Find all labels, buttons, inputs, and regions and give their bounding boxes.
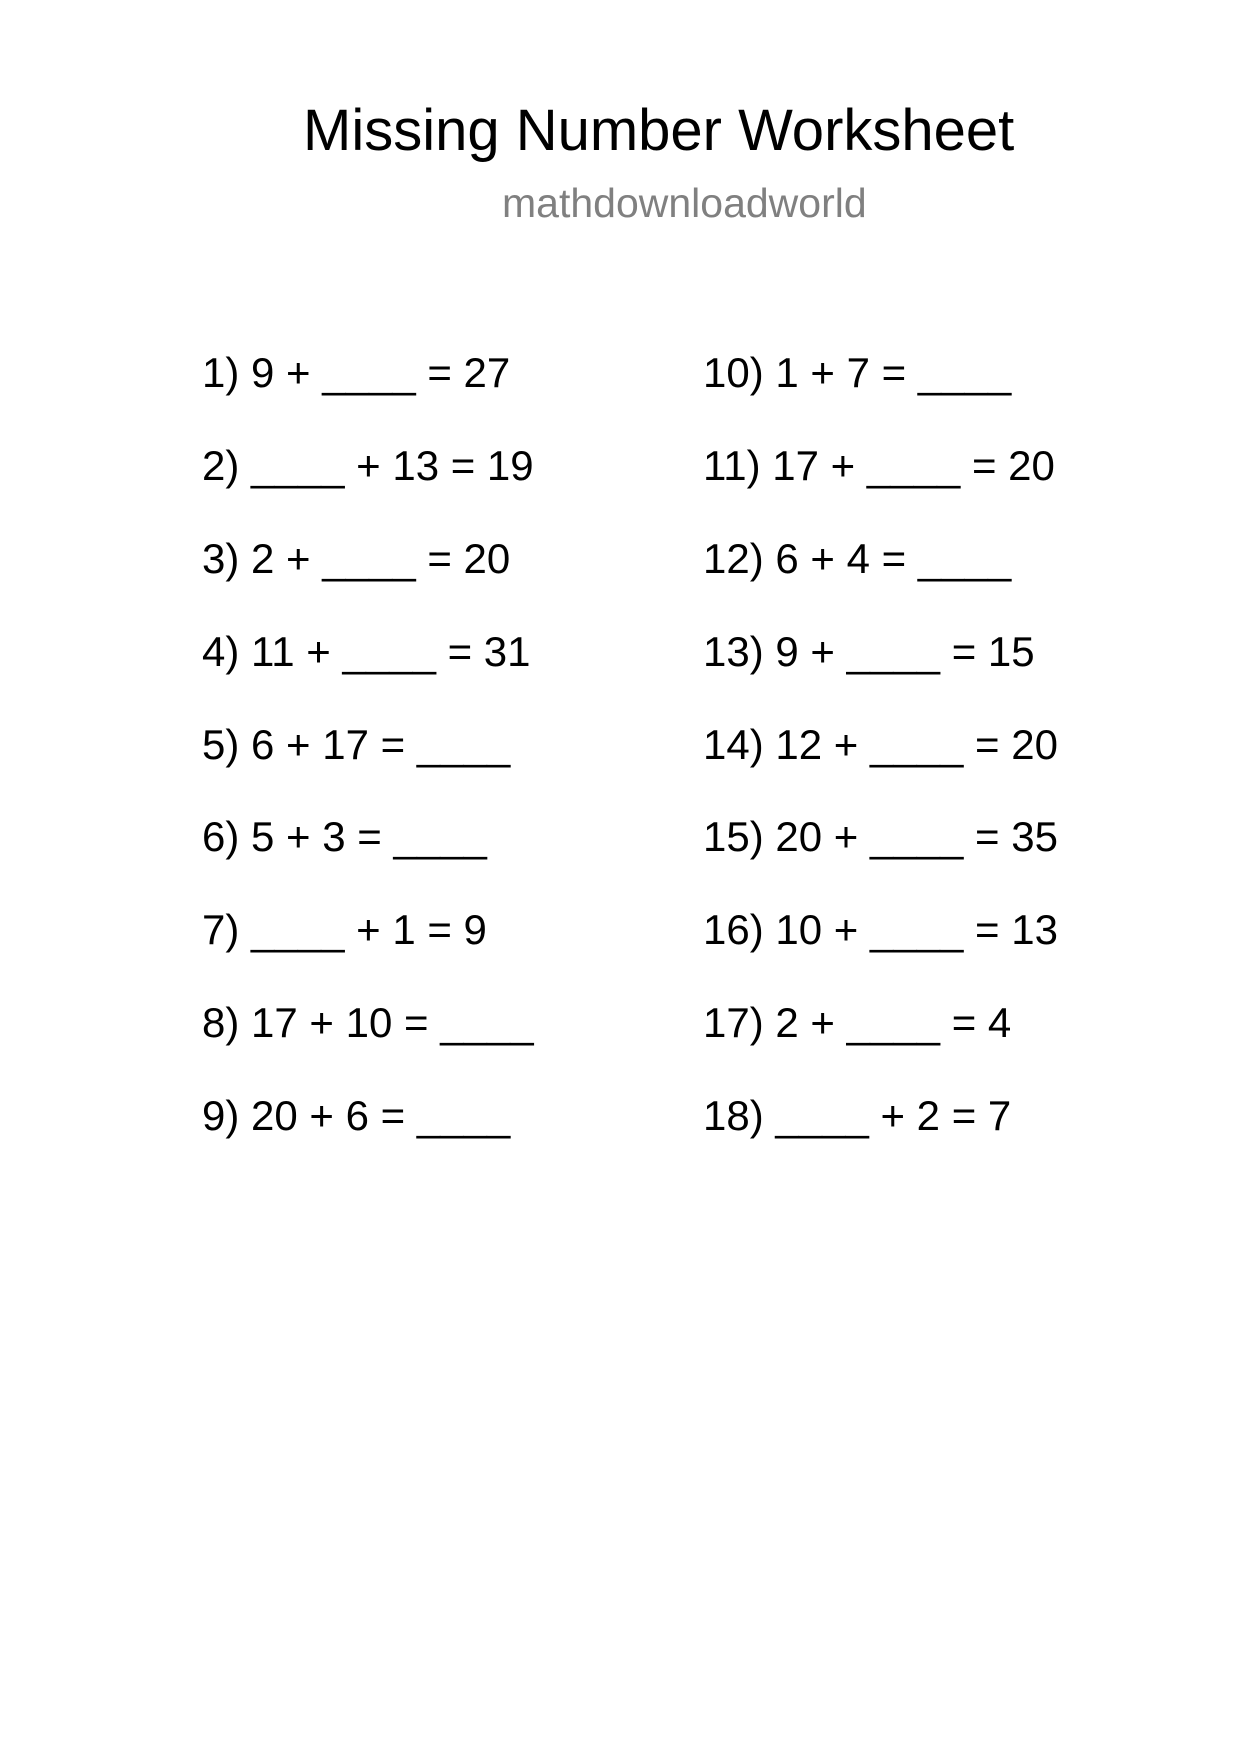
problem-equation: 6 + 17 = ____ <box>251 720 511 768</box>
problem-equation: ____ + 1 = 9 <box>251 906 487 954</box>
problem-equation: 9 + ____ = 15 <box>775 627 1035 675</box>
problem-11 <box>703 441 1058 538</box>
worksheet-source: mathdownloadworld <box>502 180 867 226</box>
problem-number: 5) <box>202 720 240 768</box>
problem-number: 11) <box>703 441 761 489</box>
problem-number: 12) <box>703 534 764 582</box>
problem-number: 7) <box>202 906 240 954</box>
problem-equation: 2 + ____ = 4 <box>775 999 1012 1047</box>
problem-number: 13) <box>703 627 764 675</box>
problem-equation: 20 + ____ = 35 <box>775 813 1058 861</box>
problem-equation: 2 + ____ = 20 <box>251 534 511 582</box>
problem-number: 8) <box>202 999 240 1047</box>
problem-equation: ____ + 13 = 19 <box>251 441 534 489</box>
problem-equation: ____ + 2 = 7 <box>775 1092 1012 1140</box>
problem-equation: 5 + 3 = ____ <box>251 813 487 861</box>
problem-13 <box>703 627 1058 724</box>
problem-number: 9) <box>202 1092 240 1140</box>
problem-4 <box>202 627 534 724</box>
worksheet-title: Missing Number Worksheet <box>303 98 1015 163</box>
problem-number: 16) <box>703 906 764 954</box>
problem-number: 17) <box>703 999 764 1047</box>
problem-equation: 17 + ____ = 20 <box>772 441 1055 489</box>
problem-equation: 10 + ____ = 13 <box>775 906 1058 954</box>
problem-14 <box>703 720 1058 817</box>
problem-10 <box>703 349 1058 445</box>
problem-equation: 6 + 4 = ____ <box>775 534 1012 582</box>
problem-number: 14) <box>703 720 764 768</box>
problem-2 <box>202 441 534 538</box>
problem-18 <box>703 1092 1058 1188</box>
problem-number: 3) <box>202 534 240 582</box>
problem-equation: 9 + ____ = 27 <box>251 349 511 396</box>
problem-equation: 12 + ____ = 20 <box>775 720 1058 768</box>
problem-6 <box>202 813 534 909</box>
problem-3 <box>202 534 534 631</box>
problem-number: 10) <box>703 349 764 396</box>
problems-right-column <box>703 349 1058 1188</box>
problem-16 <box>703 906 1058 1002</box>
problem-9 <box>202 1092 534 1188</box>
problem-12 <box>703 534 1058 631</box>
problem-17 <box>703 999 1058 1095</box>
problem-equation: 1 + 7 = ____ <box>775 349 1012 396</box>
problem-number: 15) <box>703 813 764 861</box>
problem-number: 4) <box>202 627 240 675</box>
problem-7 <box>202 906 534 1002</box>
problem-equation: 20 + 6 = ____ <box>251 1092 511 1140</box>
problem-1 <box>202 349 534 445</box>
problem-number: 18) <box>703 1092 764 1140</box>
problem-number: 6) <box>202 813 240 861</box>
problem-number: 1) <box>202 349 240 396</box>
problem-8 <box>202 999 534 1095</box>
problem-equation: 11 + ____ = 31 <box>251 627 531 675</box>
problem-5 <box>202 720 534 817</box>
problem-equation: 17 + 10 = ____ <box>251 999 534 1047</box>
problem-15 <box>703 813 1058 909</box>
problem-number: 2) <box>202 441 240 489</box>
problems-left-column <box>202 349 534 1188</box>
